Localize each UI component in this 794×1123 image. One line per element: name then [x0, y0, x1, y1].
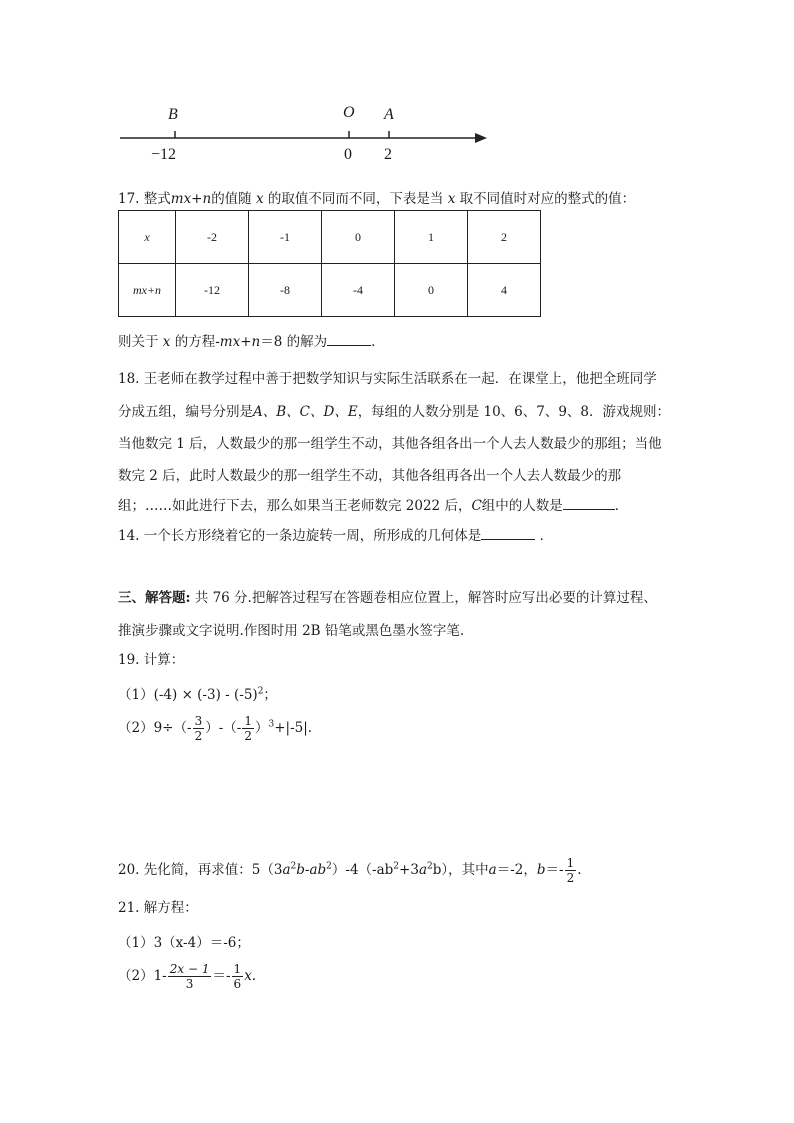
q19-title: 19. 计算： — [118, 652, 185, 668]
q14-end: ． — [539, 528, 554, 544]
answer-blank[interactable] — [327, 331, 371, 346]
q17-stem-a: 17. 整式 — [118, 191, 171, 207]
table-cell: mx+n — [119, 264, 176, 317]
q20-var: a — [418, 862, 427, 878]
point-label-b: B — [168, 106, 178, 123]
q18-group-letters: A、B、C、D、E — [253, 404, 358, 420]
q18-group-c: C — [471, 498, 482, 514]
q17-ask-b: 的方程 — [174, 334, 216, 350]
q17-ask-x: x — [162, 334, 171, 350]
q18-line4: 数完 2 后，此时人数最少的那一组学生不动，其他各组再各出一个人去人数最少的那 — [118, 468, 622, 484]
arrow-head-icon — [475, 133, 487, 143]
q17-stem — [118, 187, 635, 207]
q17-value-table — [118, 210, 541, 317]
q17-expr: mx+n — [170, 191, 212, 207]
q19-part2 — [118, 714, 312, 743]
q20-exp: 2 — [393, 861, 400, 872]
number-line — [115, 100, 495, 170]
section3-heading: 三、解答题: — [118, 590, 191, 606]
fraction-numerator: 1 — [244, 714, 252, 728]
q20-e: +3 — [399, 862, 419, 878]
table-cell: -8 — [249, 264, 322, 317]
fraction — [193, 714, 205, 743]
fraction-numerator: 1 — [566, 856, 575, 870]
table-cell: -1 — [249, 211, 322, 264]
q20-k: ＝- — [545, 862, 564, 878]
fraction-numerator: 1 — [233, 962, 242, 976]
q18-line1: 18. 王老师在教学过程中善于把数学知识与实际生活联系在一起．在课堂上，他把全班同学 — [118, 371, 657, 387]
fraction-denominator: 2 — [194, 729, 203, 743]
table-cell: -4 — [322, 264, 395, 317]
q19-p1-text: （1）(-4) × (-3) - (-5) — [118, 687, 258, 703]
q14 — [118, 524, 553, 544]
q19-p2-a: （2）9÷（- — [118, 720, 192, 736]
fraction-denominator: 2 — [566, 871, 575, 885]
point-label-a: A — [384, 106, 394, 123]
q20-var-b: b — [536, 862, 546, 878]
table-cell: 1 — [395, 211, 468, 264]
q20-exp: 2 — [326, 861, 332, 872]
q17-ask-a: 则关于 — [118, 334, 159, 350]
table-cell: x — [119, 211, 176, 264]
q17-ask-c: ＝8 的解为 — [260, 334, 328, 350]
fraction — [232, 962, 244, 991]
q20-exp: 2 — [290, 861, 297, 872]
fraction-numerator: 3 — [194, 714, 203, 728]
q20-c: b-ab — [296, 862, 327, 878]
q20-end: . — [577, 862, 582, 878]
fraction-denominator: 3 — [185, 977, 194, 991]
table-cell: -2 — [176, 211, 249, 264]
q21-p2-c: x. — [244, 968, 257, 984]
q18-line2 — [118, 400, 670, 420]
q17-var-x: x — [255, 191, 264, 207]
point-value-a: 2 — [384, 146, 392, 163]
q17-stem-d: 取不同值时对应的整式的值： — [459, 191, 636, 207]
table-cell: 4 — [468, 264, 541, 317]
q20-d: ）-4（-ab — [331, 862, 394, 878]
q20-var: a — [282, 862, 291, 878]
q21-p2-b: ＝- — [212, 968, 231, 984]
fraction — [565, 856, 577, 885]
q19-p2-d: +|-5|. — [274, 720, 313, 736]
q19-p2-c: ） — [254, 720, 269, 736]
section3-instructions: 共 76 分.把解答过程写在答题卷相应位置上，解答时应写出必要的计算过程、 — [190, 590, 657, 606]
q17-stem-b: 的值随 — [211, 191, 252, 207]
q19-p2-b: ）-（- — [205, 720, 242, 736]
q21-part2 — [118, 962, 256, 991]
point-value-o: 0 — [344, 146, 352, 163]
fraction-numerator: 2x − 1 — [169, 962, 210, 976]
section3-line1 — [118, 586, 657, 606]
q19-p2-exponent: 3 — [268, 719, 275, 730]
q17-question — [118, 330, 385, 350]
q21-title: 21. 解方程： — [118, 900, 198, 916]
q18-line5-a: 组；……如此进行下去，那么如果当王老师数完 2022 后， — [118, 498, 472, 514]
q17-var-x-2: x — [447, 191, 456, 207]
table-cell: 0 — [322, 211, 395, 264]
q20-var-a: a — [488, 862, 497, 878]
q18-line5 — [118, 494, 628, 514]
q19-part1 — [118, 683, 277, 703]
q17-ask-eq: -mx+n — [215, 334, 261, 350]
q21-part1: （1）3（x-4）＝-6； — [118, 935, 250, 951]
q19-p1-end: ； — [263, 687, 277, 703]
table-cell: -12 — [176, 264, 249, 317]
q20-a: 20. 先化简，再求值：5（3 — [118, 862, 283, 878]
answer-blank[interactable] — [481, 525, 535, 540]
q18-line2-a: 分成五组，编号分别是 — [118, 404, 253, 420]
q19-p1-exponent: 2 — [257, 686, 264, 697]
table-row — [119, 211, 541, 264]
section3-line2: 推演步骤或文字说明.作图时用 2B 铅笔或黑色墨水签字笔. — [118, 623, 465, 639]
fraction-denominator: 2 — [244, 729, 252, 743]
table-cell: 2 — [468, 211, 541, 264]
q18-line5-end: ． — [614, 498, 629, 514]
point-value-b: −12 — [151, 146, 177, 163]
q20 — [118, 856, 582, 885]
fraction — [168, 962, 212, 991]
q17-ask-end: ． — [371, 334, 385, 350]
q21-p2-a: （2）1- — [118, 968, 167, 984]
fraction-denominator: 6 — [233, 977, 242, 991]
q20-i: ＝-2， — [496, 862, 537, 878]
q14-text: 14. 一个长方形绕着它的一条边旋转一周，所形成的几何体是 — [118, 528, 482, 544]
q20-exp: 2 — [427, 861, 433, 872]
q18-line5-b: 组中的人数是 — [481, 498, 563, 514]
answer-blank[interactable] — [563, 495, 615, 510]
table-row — [119, 264, 541, 317]
point-label-o: O — [343, 104, 355, 121]
q17-stem-c: 的取值不同而不同，下表是当 — [267, 191, 444, 207]
q18-line3: 当他数完 1 后，人数最少的那一组学生不动，其他各组各出一个人去人数最少的那组；当他 — [118, 436, 662, 452]
q18-line2-b: ，每组的人数分别是 10、6、7、9、8．游戏规则： — [357, 404, 671, 420]
table-cell: 0 — [395, 264, 468, 317]
fraction — [242, 714, 254, 743]
q20-g: b），其中 — [432, 862, 489, 878]
